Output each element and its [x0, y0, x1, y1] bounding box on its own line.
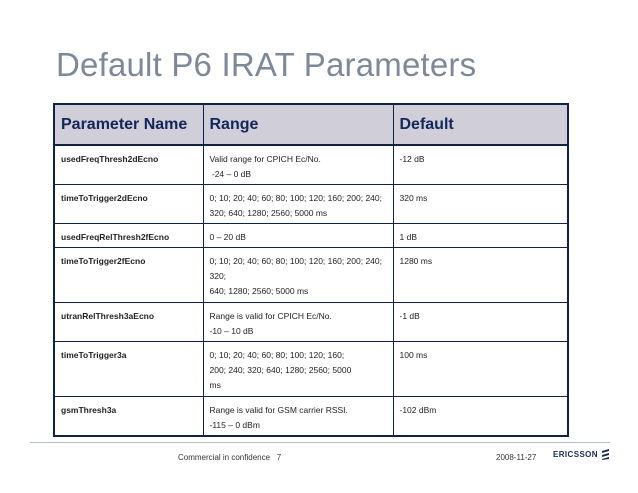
range-cell	[203, 341, 393, 396]
parameter-name-cell: usedFreqRelThresh2fEcno	[55, 224, 203, 247]
range-line: -115 – 0 dBm	[209, 419, 260, 430]
parameter-name-cell: timeToTrigger2dEcno	[55, 185, 203, 224]
range-line: 0; 10; 20; 40; 60; 80; 100; 120; 160;	[209, 349, 345, 360]
footer-divider	[30, 442, 610, 443]
range-line: 0 – 20 dB	[209, 232, 246, 243]
range-cell	[203, 302, 393, 341]
header-default: Default	[393, 105, 567, 145]
range-line: -24 – 0 dB	[209, 169, 252, 179]
parameter-name-cell: gsmThresh3a	[55, 396, 203, 435]
table-row	[55, 302, 567, 341]
range-line: 200; 240; 320; 640; 1280; 2560; 5000	[209, 364, 352, 375]
header-range: Range	[203, 105, 393, 145]
range-line: 0; 10; 20; 40; 60; 80; 100; 120; 160; 200; 240;	[209, 193, 383, 204]
default-cell: 100 ms	[393, 341, 567, 396]
table-row	[55, 341, 567, 396]
range-line: Range is valid for CPICH Ec/No.	[209, 310, 332, 321]
range-cell	[203, 396, 393, 435]
default-cell: 320 ms	[393, 185, 567, 224]
table-row	[55, 145, 567, 185]
range-line: 0; 10; 20; 40; 60; 80; 100; 120; 160; 200; 240; 320;	[209, 255, 383, 281]
ericsson-logo	[553, 449, 610, 460]
table-row	[55, 185, 567, 224]
range-line: -10 – 10 dB	[209, 325, 254, 336]
confidentiality-text: Commercial in confidence	[178, 453, 271, 462]
footer-date: 2008-11-27	[496, 453, 537, 462]
page-number: 7	[276, 453, 282, 462]
table-row	[55, 396, 567, 435]
default-cell: -102 dBm	[399, 404, 437, 415]
default-cell: -1 dB	[393, 302, 567, 341]
parameter-name-cell: timeToTrigger2fEcno	[55, 247, 203, 302]
parameter-table	[53, 103, 569, 437]
table-header-row	[55, 105, 567, 145]
table-row	[55, 247, 567, 302]
range-line: Valid range for CPICH Ec/No.	[209, 154, 321, 164]
range-cell	[203, 247, 393, 302]
range-line: ms	[209, 379, 221, 390]
logo-wordmark: ERICSSON	[553, 450, 598, 459]
header-parameter-name: Parameter Name	[55, 105, 203, 145]
default-cell: 1 dB	[393, 224, 567, 247]
range-line: Range is valid for GSM carrier RSSI.	[209, 404, 348, 415]
slide-title: Default P6 IRAT Parameters	[56, 46, 477, 83]
table-row	[55, 224, 567, 247]
range-cell	[203, 145, 393, 185]
parameter-name-cell: utranRelThresh3aEcno	[55, 302, 203, 341]
parameter-name-cell: timeToTrigger3a	[55, 341, 203, 396]
range-line: 640; 1280; 2560; 5000 ms	[209, 285, 309, 296]
range-cell	[203, 224, 393, 247]
range-line: 320; 640; 1280; 2560; 5000 ms	[209, 208, 328, 219]
parameter-name-cell: usedFreqThresh2dEcno	[55, 145, 203, 185]
footer-confidentiality	[178, 453, 281, 462]
ericsson-logo-icon	[601, 449, 610, 460]
default-cell: -12 dB	[393, 145, 567, 185]
range-cell	[203, 185, 393, 224]
default-cell: 1280 ms	[393, 247, 567, 302]
